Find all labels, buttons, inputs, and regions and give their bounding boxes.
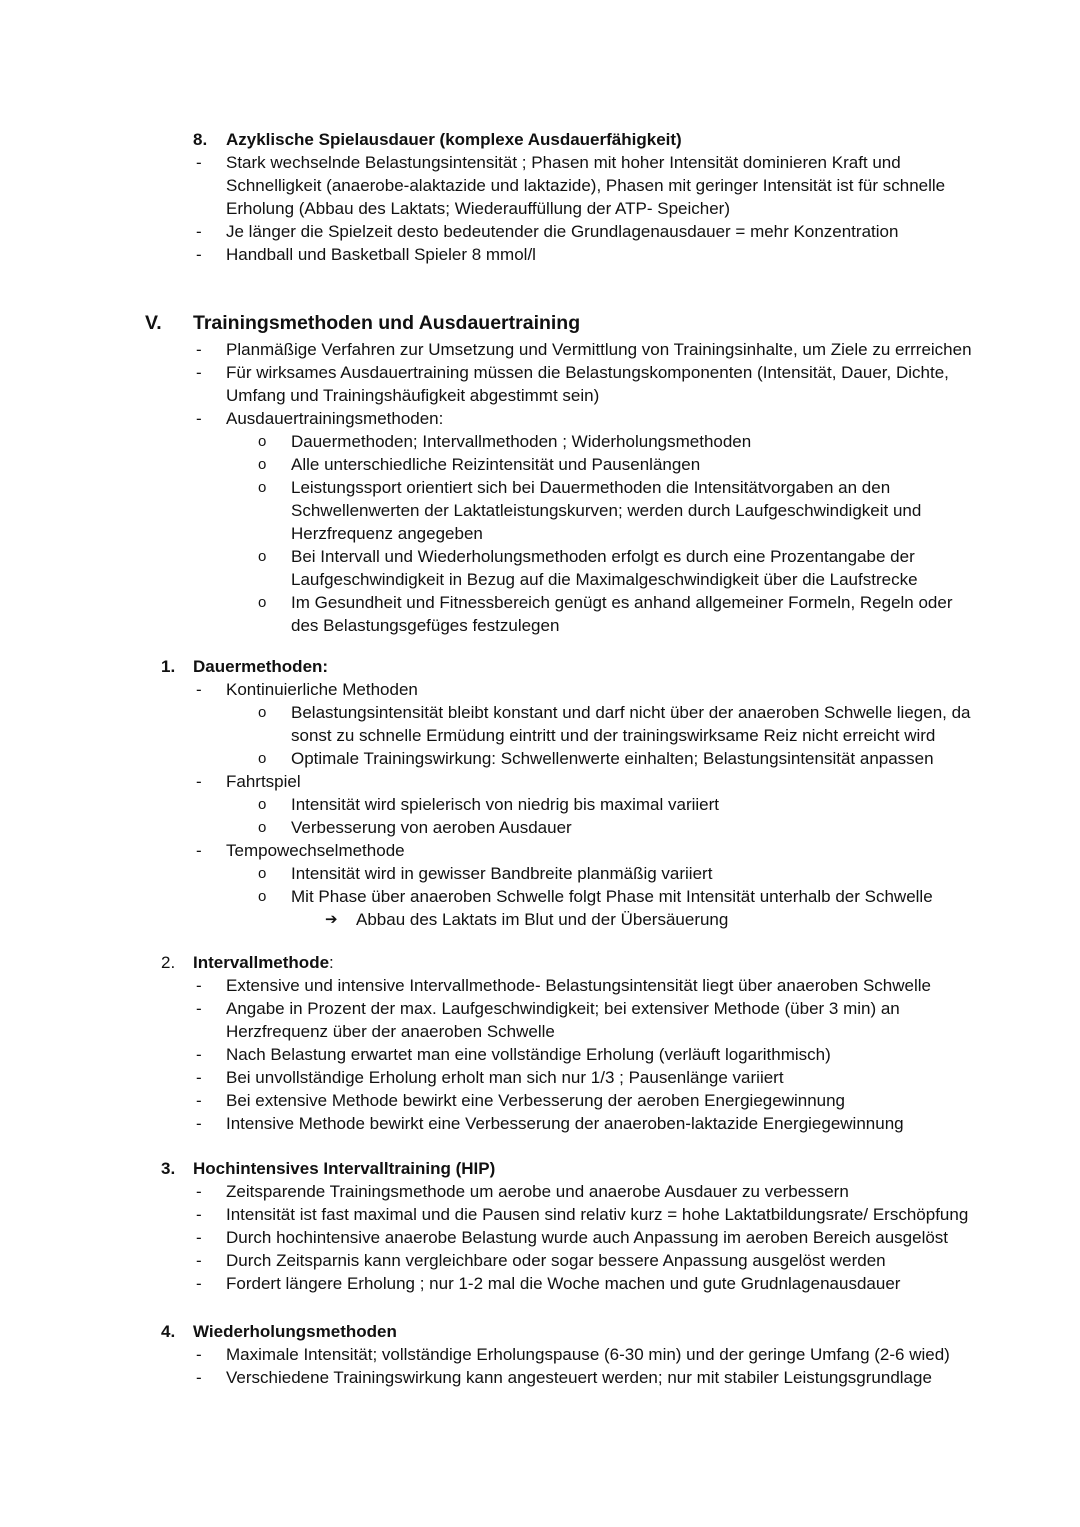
circle-bullet: o	[258, 433, 267, 450]
dash-bullet: -	[196, 1274, 202, 1293]
sub-bullet-text: Intensität wird in gewisser Bandbreite planmäßig variiert	[291, 864, 713, 883]
section-heading-text: Intervallmethode	[193, 953, 330, 972]
chapter-heading: Trainingsmethoden und Ausdauertraining	[193, 312, 581, 334]
bullet-text: Durch Zeitsparnis kann vergleichbare oder sogar bessere Anpassung ausgelöst werden	[226, 1251, 886, 1270]
bullet-text: Zeitsparende Trainingsmethode um aerobe und anaerobe Ausdauer zu verbessern	[226, 1182, 849, 1201]
sub-bullet-text: Mit Phase über anaeroben Schwelle folgt Phase mit Intensität unterhalb der Schwelle	[291, 887, 933, 906]
bullet-text: Stark wechselnde Belastungsintensität ; Phasen mit hoher Intensität dominieren Kraft und	[226, 153, 901, 172]
sub-bullet-text: Herzfrequenz angegeben	[291, 524, 483, 543]
bullet-text: Intensive Methode bewirkt eine Verbesserung der anaeroben-laktazide Energiegewinnung	[226, 1114, 904, 1133]
section-heading	[193, 951, 334, 974]
circle-bullet: o	[258, 819, 267, 836]
sub-bullet-text: sonst zu schnelle Ermüdung eintritt und der trainingswirksame Reiz nicht erreicht wird	[291, 726, 936, 745]
dash-bullet: -	[196, 1251, 202, 1270]
bullet-text: Herzfrequenz über der anaeroben Schwelle	[226, 1022, 555, 1041]
bullet-text: Intensität ist fast maximal und die Pausen sind relativ kurz = hohe Laktatbildungsrate/ Erschöpfung	[226, 1205, 969, 1224]
sub-bullet-text: Alle unterschiedliche Reizintensität und Pausenlängen	[291, 455, 701, 474]
arrow-bullet-text: Abbau des Laktats im Blut und der Übersäuerung	[356, 910, 729, 929]
dash-bullet: -	[196, 680, 202, 699]
bullet-text: Fahrtspiel	[226, 772, 301, 791]
sub-bullet-text: Intensität wird spielerisch von niedrig bis maximal variiert	[291, 795, 719, 814]
bullet-text: Umfang und Trainingshäufigkeit abgestimmt sein)	[226, 386, 600, 405]
circle-bullet: o	[258, 456, 267, 473]
circle-bullet: o	[258, 865, 267, 882]
bullet-text: Bei extensive Methode bewirkt eine Verbesserung der aeroben Energiegewinnung	[226, 1091, 846, 1110]
dash-bullet: -	[196, 1368, 202, 1387]
section-number: 2.	[161, 953, 176, 972]
bullet-text: Nach Belastung erwartet man eine vollständige Erholung (verläuft logarithmisch)	[226, 1045, 831, 1064]
sub-bullet-text: Laufgeschwindigkeit in Bezug auf die Maximalgeschwindigkeit über die Laufstrecke	[291, 570, 918, 589]
bullet-text: Verschiedene Trainingswirkung kann angesteuert werden; nur mit stabiler Leistungsgrundlage	[226, 1368, 932, 1387]
sub-bullet-text: Schwellenwerten der Laktatleistungskurven; werden durch Laufgeschwindigkeit und	[291, 501, 922, 520]
bullet-text: Handball und Basketball Spieler 8 mmol/l	[226, 245, 536, 264]
bullet-text: Schnelligkeit (anaerobe-alaktazide und laktazide), Phasen mit geringer Intensität ist für schnelle	[226, 176, 946, 195]
bullet-text: Angabe in Prozent der max. Laufgeschwindigkeit; bei extensiver Methode (über 3 min) an	[226, 999, 900, 1018]
bullet-text: Maximale Intensität; vollständige Erholungspause (6-30 min) und der geringe Umfang (2-6 wied)	[226, 1345, 950, 1364]
section-heading: Hochintensives Intervalltraining (HIP)	[193, 1159, 496, 1178]
dash-bullet: -	[196, 841, 202, 860]
section-heading: Dauermethoden:	[193, 657, 329, 676]
sub-bullet-text: Dauermethoden; Intervallmethoden ; Widerholungsmethoden	[291, 432, 752, 451]
section-8	[0, 128, 1080, 266]
dash-bullet: -	[196, 1068, 202, 1087]
bullet-text: Erholung (Abbau des Laktats; Wiederauffüllung der ATP- Speicher)	[226, 199, 730, 218]
circle-bullet: o	[258, 796, 267, 813]
dash-bullet: -	[196, 1114, 202, 1133]
section-3	[0, 1157, 1080, 1295]
bullet-text: Extensive und intensive Intervallmethode- Belastungsintensität liegt über anaeroben Schwelle	[226, 976, 931, 995]
dash-bullet: -	[196, 153, 202, 172]
bullet-text: Planmäßige Verfahren zur Umsetzung und Vermittlung von Trainingsinhalte, um Ziele zu errreichen	[226, 340, 972, 359]
bullet-text: Bei unvollständige Erholung erholt man sich nur 1/3 ; Pausenlänge variiert	[226, 1068, 784, 1087]
sub-bullet-text: des Belastungsgefüges festzulegen	[291, 616, 560, 635]
dash-bullet: -	[196, 222, 202, 241]
dash-bullet: -	[196, 1045, 202, 1064]
arrow-icon: ➔	[325, 911, 338, 928]
dash-bullet: -	[196, 976, 202, 995]
circle-bullet: o	[258, 750, 267, 767]
dash-bullet: -	[196, 1228, 202, 1247]
bullet-text: Durch hochintensive anaerobe Belastung wurde auch Anpassung im aeroben Bereich ausgelöst	[226, 1228, 949, 1247]
bullet-text: Tempowechselmethode	[226, 841, 405, 860]
bullet-text: Je länger die Spielzeit desto bedeutender die Grundlagenausdauer = mehr Konzentration	[226, 222, 899, 241]
section-heading: Wiederholungsmethoden	[193, 1322, 397, 1341]
sub-bullet-text: Im Gesundheit und Fitnessbereich genügt es anhand allgemeiner Formeln, Regeln oder	[291, 593, 953, 612]
dash-bullet: -	[196, 1182, 202, 1201]
section-number: 4.	[161, 1322, 176, 1341]
dash-bullet: -	[196, 1205, 202, 1224]
bullet-text: Fordert längere Erholung ; nur 1-2 mal die Woche machen und gute Grudnlagenausdauer	[226, 1274, 901, 1293]
circle-bullet: o	[258, 548, 267, 565]
dash-bullet: -	[196, 340, 202, 359]
sub-bullet-text: Leistungssport orientiert sich bei Dauermethoden die Intensitätvorgaben an den	[291, 478, 891, 497]
section-4	[0, 1320, 1080, 1389]
dash-bullet: -	[196, 1091, 202, 1110]
bullet-text: Für wirksames Ausdauertraining müssen die Belastungskomponenten (Intensität, Dauer, Dichte,	[226, 363, 949, 382]
dash-bullet: -	[196, 363, 202, 382]
sub-bullet-text: Optimale Trainingswirkung: Schwellenwerte einhalten; Belastungsintensität anpassen	[291, 749, 934, 768]
circle-bullet: o	[258, 704, 267, 721]
bullet-text: Ausdauertrainingsmethoden:	[226, 409, 444, 428]
dash-bullet: -	[196, 1345, 202, 1364]
section-1	[0, 655, 1080, 931]
section-v	[0, 312, 1080, 637]
circle-bullet: o	[258, 888, 267, 905]
sub-bullet-text: Verbesserung von aeroben Ausdauer	[291, 818, 572, 837]
sub-bullet-text: Belastungsintensität bleibt konstant und darf nicht über der anaeroben Schwelle liegen, da	[291, 703, 971, 722]
chapter-number: V.	[145, 312, 162, 334]
section-2	[0, 951, 1080, 1135]
bullet-text: Kontinuierliche Methoden	[226, 680, 418, 699]
section-number: 3.	[161, 1159, 176, 1178]
circle-bullet: o	[258, 594, 267, 611]
section-heading: Azyklische Spielausdauer (komplexe Ausdauerfähigkeit)	[226, 130, 682, 149]
dash-bullet: -	[196, 999, 202, 1018]
heading-colon: :	[329, 953, 334, 972]
section-number: 8.	[193, 130, 208, 149]
dash-bullet: -	[196, 772, 202, 791]
circle-bullet: o	[258, 479, 267, 496]
section-number: 1.	[161, 657, 176, 676]
sub-bullet-text: Bei Intervall und Wiederholungsmethoden erfolgt es durch eine Prozentangabe der	[291, 547, 915, 566]
dash-bullet: -	[196, 245, 202, 264]
dash-bullet: -	[196, 409, 202, 428]
